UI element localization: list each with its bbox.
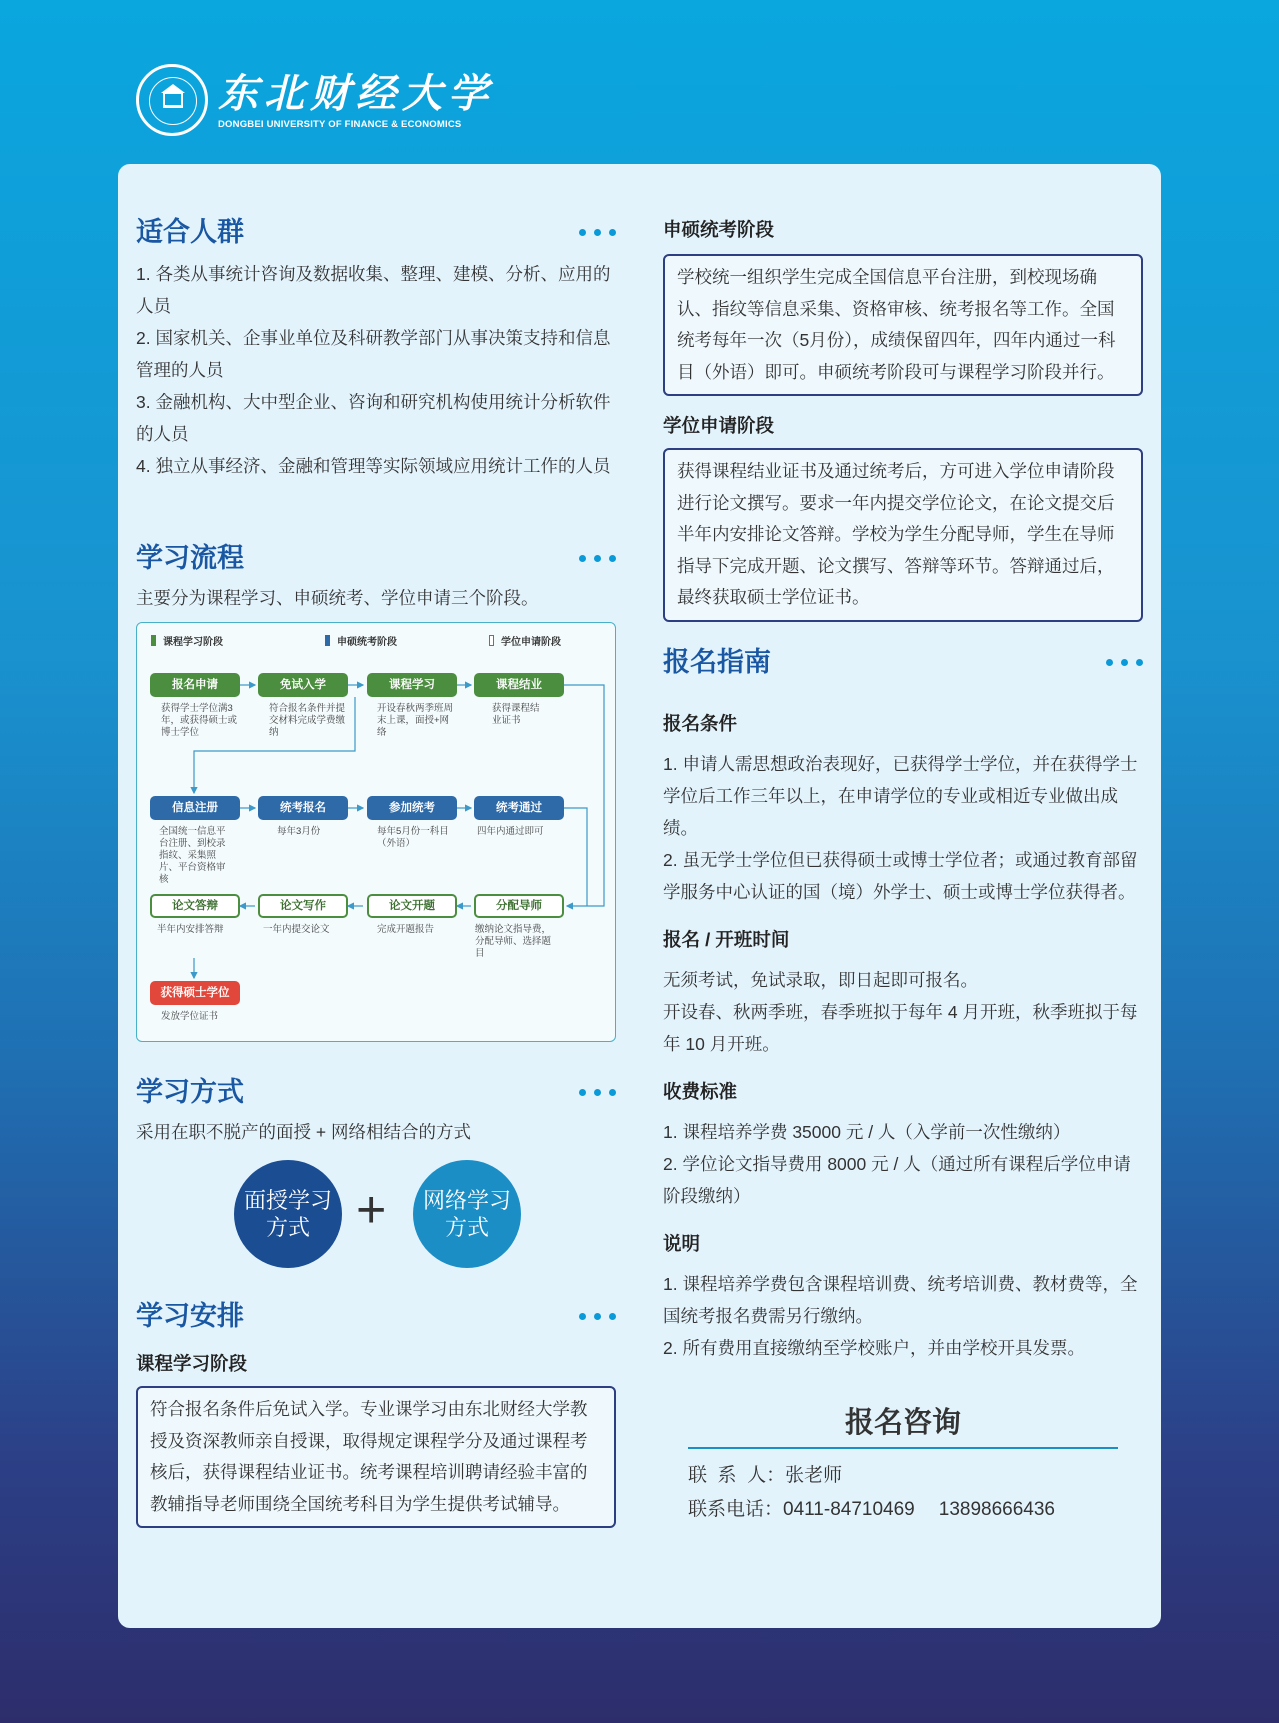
section-title-guide: 报名指南 [663, 642, 1143, 682]
flow-node: 课程结业 [474, 673, 564, 697]
note-list [663, 1268, 1143, 1364]
contact-title: 报名咨询 [844, 1407, 961, 1439]
dots-icon [579, 1089, 616, 1096]
flow-node-desc: 半年内安排答辩 [157, 924, 224, 935]
flow-node-desc: 获得课程结业证书 [492, 703, 540, 726]
logo-english-name: DONGBEI UNIVERSITY OF FINANCE & ECONOMICS [218, 118, 462, 130]
audience-list [136, 258, 616, 482]
flow-node: 信息注册 [150, 796, 240, 820]
plus-icon: + [356, 1181, 387, 1239]
flow-node-desc: 每年5月份一科目（外语） [377, 826, 449, 849]
flow-node-desc: 四年内通过即可 [477, 826, 544, 837]
note-item: 1. 课程培养学费包含课程培训费、统考培训费、教材费等，全国统考报名费需另行缴纳。 [663, 1274, 1138, 1326]
flow-node-desc: 缴纳论文指导费，分配导师、选择题目 [475, 924, 552, 959]
flow-node: 统考通过 [474, 796, 564, 820]
content-card [118, 164, 1161, 1628]
time-list [663, 964, 1143, 1060]
fee-list [663, 1116, 1143, 1212]
flow-node: 论文写作 [258, 894, 348, 918]
fee-item: 1. 课程培养学费 35000 元 / 人（入学前一次性缴纳） [663, 1122, 1071, 1142]
flow-node: 参加统考 [367, 796, 457, 820]
section-title-arrangement: 学习安排 [136, 1296, 616, 1336]
audience-item: 2. 国家机关、企事业单位及科研教学部门从事决策支持和信息管理的人员 [136, 328, 611, 380]
circle-online: 网络学习 方式 [413, 1160, 521, 1268]
audience-item: 1. 各类从事统计咨询及数据收集、整理、建模、分析、应用的人员 [136, 264, 611, 316]
time-title: 报名 / 开班时间 [663, 929, 790, 950]
circle-face-to-face: 面授学习 方式 [234, 1160, 342, 1268]
section-title-process: 学习流程 [136, 538, 616, 578]
time-item: 无须考试，免试录取，即日起即可报名。 [663, 970, 978, 990]
course-stage-box: 符合报名条件后免试入学。专业课学习由东北财经大学教授及资深教师亲自授课，取得规定课程学分及通过课程考核后，获得课程结业证书。统考课程培训聘请经验丰富的教辅指导老师围绕全国统考科目为学生提供考试辅导。 [136, 1386, 616, 1528]
flow-node-final: 获得硕士学位 [150, 981, 240, 1005]
flow-node-desc: 开设春秋两季班周末上课，面授+网络 [377, 703, 454, 738]
flow-node: 报名申请 [150, 673, 240, 697]
condition-item: 1. 申请人需思想政治表现好，已获得学士学位，并在获得学士学位后工作三年以上，在申请学位的专业或相近专业做出成绩。 [663, 754, 1138, 838]
flow-node: 论文答辩 [150, 894, 240, 918]
contact-block [688, 1400, 1118, 1527]
logo-chinese-name: 东北财经大学 [218, 69, 494, 117]
dots-icon [579, 555, 616, 562]
process-flowchart [136, 622, 616, 1042]
fee-title: 收费标准 [663, 1081, 738, 1102]
legend-degree: 学位申请阶段 [489, 633, 561, 648]
process-intro: 主要分为课程学习、申硕统考、学位申请三个阶段。 [136, 588, 539, 608]
contact-phone-row: 联系电话：0411-84710469 13898666436 [688, 1499, 1055, 1520]
contact-phone-1: 0411-84710469 [783, 1499, 915, 1520]
note-item: 2. 所有费用直接缴纳至学校账户，并由学校开具发票。 [663, 1338, 1085, 1358]
contact-person: 张老师 [785, 1465, 843, 1486]
fee-item: 2. 学位论文指导费用 8000 元 / 人（通过所有课程后学位申请阶段缴纳） [663, 1154, 1131, 1206]
exam-stage-box: 学校统一组织学生完成全国信息平台注册，到校现场确认、指纹等信息采集、资格审核、统考报名等工作。全国统考每年一次（5月份），成绩保留四年，四年内通过一科目（外语）即可。申硕统考阶段可与课程学习阶段并行。 [663, 254, 1143, 396]
flow-node-desc: 一年内提交论文 [263, 924, 330, 935]
university-logo [136, 64, 494, 136]
conditions-list [663, 748, 1143, 908]
time-item: 开设春、秋两季班，春季班拟于每年 4 月开班，秋季班拟于每年 10 月开班。 [663, 1002, 1138, 1054]
contact-phone-2: 13898666436 [938, 1499, 1055, 1520]
contact-person-row: 联 系 人：张老师 [688, 1465, 843, 1486]
condition-item: 2. 虽无学士学位但已获得硕士或博士学位者；或通过教育部留学服务中心认证的国（境）外学士、硕士或博士学位获得者。 [663, 850, 1138, 902]
flow-node-desc: 全国统一信息平台注册、到校录指纹、采集照片、平台资格审核 [159, 826, 226, 885]
flow-node-desc: 发放学位证书 [161, 1011, 219, 1022]
exam-stage-title: 申硕统考阶段 [663, 219, 775, 240]
flow-node-desc: 每年3月份 [277, 826, 321, 837]
flow-node: 课程学习 [367, 673, 457, 697]
flow-node: 分配导师 [474, 894, 564, 918]
flow-node: 论文开题 [367, 894, 457, 918]
section-title-audience: 适合人群 [136, 212, 616, 252]
legend-course: 课程学习阶段 [151, 633, 223, 648]
dots-icon [579, 1313, 616, 1320]
contact-divider [688, 1447, 1118, 1449]
audience-item: 3. 金融机构、大中型企业、咨询和研究机构使用统计分析软件的人员 [136, 392, 611, 444]
audience-item: 4. 独立从事经济、金融和管理等实际领域应用统计工作的人员 [136, 456, 611, 476]
university-seal-icon [136, 64, 208, 136]
degree-stage-box: 获得课程结业证书及通过统考后，方可进入学位申请阶段进行论文撰写。要求一年内提交学位论文，在论文提交后半年内安排论文答辩。学校为学生分配导师，学生在导师指导下完成开题、论文撰写、答辩等环节。答辩通过后，最终获取硕士学位证书。 [663, 448, 1143, 622]
method-intro: 采用在职不脱产的面授 + 网络相结合的方式 [136, 1122, 471, 1142]
flow-node-desc: 获得学士学位满3年，或获得硕士或博士学位 [161, 703, 238, 738]
flow-node-desc: 符合报名条件并提交材料完成学费缴纳 [269, 703, 346, 738]
conditions-title: 报名条件 [663, 713, 738, 734]
legend-exam: 申硕统考阶段 [325, 633, 397, 648]
note-title: 说明 [663, 1233, 701, 1254]
flow-node-desc: 完成开题报告 [377, 924, 435, 935]
dots-icon [579, 229, 616, 236]
section-title-method: 学习方式 [136, 1072, 616, 1112]
flow-node: 统考报名 [258, 796, 348, 820]
dots-icon [1106, 659, 1143, 666]
course-stage-title: 课程学习阶段 [136, 1353, 248, 1374]
flow-node: 免试入学 [258, 673, 348, 697]
degree-stage-title: 学位申请阶段 [663, 415, 775, 436]
